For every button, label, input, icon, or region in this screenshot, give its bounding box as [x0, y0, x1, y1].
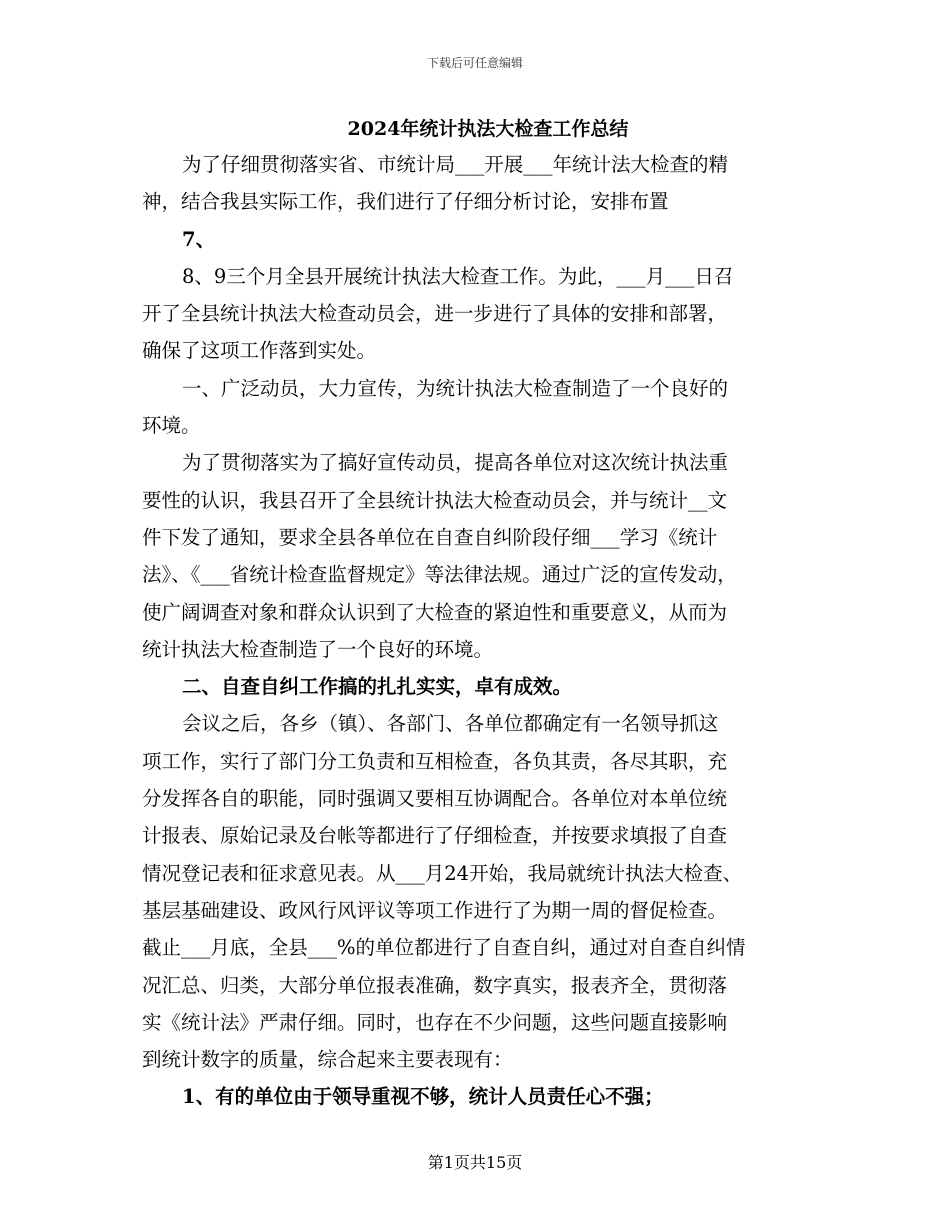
text-line: 环境。: [142, 414, 201, 438]
list-item-1: [142, 1078, 814, 1115]
text-line: 计报表、原始记录及台帐等都进行了仔细检查，并按要求填报了自查: [142, 824, 728, 848]
text-line: 情况登记表和征求意见表。从___月24开始，我局就统计执法大检查、: [142, 861, 743, 885]
text-line: 实《统计法》严肃仔细。同时，也存在不少问题，这些问题直接影响: [142, 1010, 728, 1034]
page-number: 第1页共15页: [427, 1153, 523, 1172]
text-line: 法》、《___省统计检查监督规定》等法律法规。通过广泛的宣传发动，: [142, 563, 737, 587]
section-heading-2: [142, 668, 814, 705]
text-line: 1、有的单位由于领导重视不够，统计人员责任心不强；: [182, 1085, 664, 1109]
text-line: 截止___月底，全县___%的单位都进行了自查自纠，通过对自查自纠情: [142, 936, 746, 960]
text-line: 为了贯彻落实为了搞好宣传动员，提高各单位对这次统计执法重: [182, 451, 729, 475]
text-line: 要性的认识，我县召开了全县统计执法大检查动员会，并与统计__文: [142, 488, 728, 512]
paragraph-2: [142, 221, 814, 258]
text-line: 分发挥各自的职能，同时强调又要相互协调配合。各单位对本单位统: [142, 787, 728, 811]
section-heading-1: [142, 370, 814, 445]
text-line: 统计执法大检查制造了一个良好的环境。: [142, 637, 494, 661]
text-line: 一、广泛动员，大力宣传，为统计执法大检查制造了一个良好的: [182, 376, 729, 400]
text-line: 确保了这项工作落到实处。: [142, 339, 377, 363]
text-line: 二、自查自纠工作搞的扎扎实实，卓有成效。: [182, 675, 573, 699]
document-title: 2024年统计执法大检查工作总结: [347, 118, 629, 140]
text-line: 8、9三个月全县开展统计执法大检查工作。为此，___月___日召: [182, 264, 734, 288]
text-line: 况汇总、归类，大部分单位报表准确，数字真实，报表齐全，贯彻落: [142, 973, 728, 997]
text-line: 神，结合我县实际工作，我们进行了仔细分析讨论，安排布置: [142, 190, 669, 214]
text-line: 项工作，实行了部门分工负责和互相检查，各负其责，各尽其职，充: [142, 749, 728, 773]
text-line: 到统计数字的质量，综合起来主要表现有：: [142, 1048, 513, 1072]
paragraph-5: [142, 705, 814, 1078]
text-line: 基层基础建设、政风行风评议等项工作进行了为期一周的督促检查。: [142, 898, 728, 922]
text-line: 使广阔调查对象和群众认识到了大检查的紧迫性和重要意义，从而为: [142, 600, 728, 624]
text-line: 为了仔细贯彻落实省、市统计局___开展___年统计法大检查的精: [182, 153, 729, 176]
paragraph-1: [142, 146, 814, 221]
text-line: 7、: [182, 227, 216, 251]
text-line: 会议之后，各乡（镇）、各部门、各单位都确定有一名领导抓这: [182, 712, 719, 736]
paragraph-4: [142, 444, 814, 668]
paragraph-3: [142, 258, 814, 370]
document-body: [142, 112, 814, 1116]
text-line: 件下发了通知，要求全县各单位在自查自纠阶段仔细___学习《统计: [142, 525, 718, 549]
header-note: 下载后可任意编辑: [426, 56, 523, 70]
text-line: 开了全县统计执法大检查动员会，进一步进行了具体的安排和部署，: [142, 302, 728, 326]
